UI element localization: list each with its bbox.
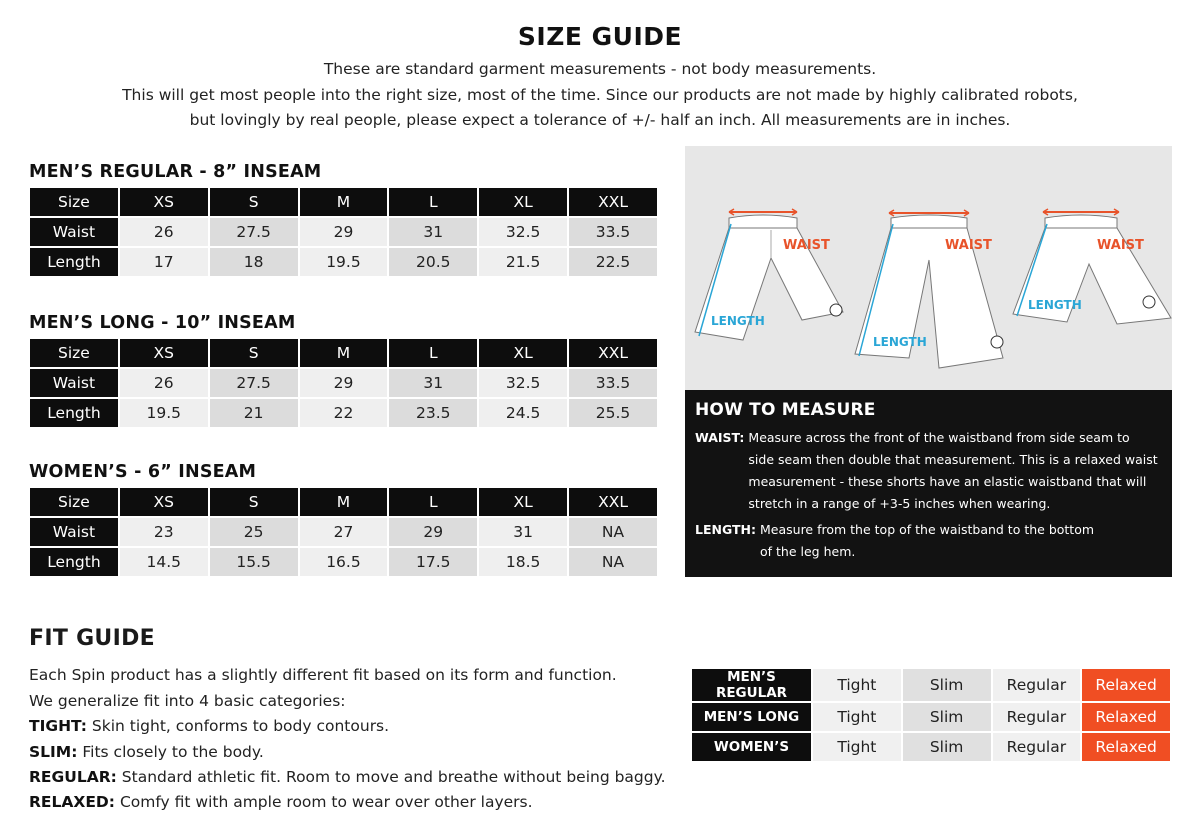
fit-cell-selected: Relaxed (1081, 702, 1171, 732)
table-cell: 31 (388, 368, 478, 398)
table-header-cell: Size (29, 338, 119, 368)
table-header-cell: XXL (568, 487, 658, 517)
mens-regular-size-table (28, 186, 659, 278)
table-header-row (29, 487, 658, 517)
length-instruction (695, 519, 1162, 563)
table-cell: 32.5 (478, 368, 568, 398)
fit-cell: Regular (992, 732, 1082, 762)
table-header-cell: XXL (568, 187, 658, 217)
intro-line-1: These are standard garment measurements - not body measurements. (323, 60, 877, 78)
table-cell: 17 (119, 247, 209, 277)
fit-def-slim (29, 743, 264, 761)
table-cell: 27.5 (209, 368, 299, 398)
row-label: Waist (29, 517, 119, 547)
fit-table (690, 667, 1172, 763)
table-cell: 17.5 (388, 547, 478, 577)
fit-term: RELAXED: (29, 793, 115, 811)
fit-cell-selected: Relaxed (1081, 732, 1171, 762)
table-cell: 31 (478, 517, 568, 547)
fit-term-text: Standard athletic fit. Room to move and breathe without being baggy. (121, 768, 666, 786)
table-header-cell: S (209, 338, 299, 368)
table-row (29, 398, 658, 428)
mens-long-size-table (28, 337, 659, 429)
fit-term-text: Skin tight, conforms to body contours. (91, 717, 390, 735)
table-cell: 23 (119, 517, 209, 547)
fit-intro-2: We generalize fit into 4 basic categories: (29, 692, 346, 710)
fit-term: TIGHT: (29, 717, 87, 735)
table-cell: 19.5 (299, 247, 389, 277)
waist-instruction-label: WAIST: (695, 430, 745, 445)
shorts-figure-regular (695, 209, 843, 340)
table-cell: 29 (388, 517, 478, 547)
mens-regular-heading: MEN’S REGULAR - 8” INSEAM (29, 162, 322, 182)
length-instruction-label: LENGTH: (695, 522, 756, 537)
table-header-row (29, 187, 658, 217)
table-row (29, 547, 658, 577)
table-header-cell: XL (478, 338, 568, 368)
fit-cell: Tight (812, 702, 902, 732)
page-title: SIZE GUIDE (517, 22, 683, 51)
table-cell: 31 (388, 217, 478, 247)
table-header-cell: XS (119, 487, 209, 517)
waist-instruction (695, 427, 1162, 515)
table-header-cell: XS (119, 187, 209, 217)
table-cell: 23.5 (388, 398, 478, 428)
table-header-cell: L (388, 187, 478, 217)
intro-line-2: This will get most people into the right size, most of the time. Since our products are not made by highly calibrated robots, (122, 86, 1078, 104)
fit-term: REGULAR: (29, 768, 117, 786)
table-header-cell: M (299, 487, 389, 517)
row-label: Length (29, 247, 119, 277)
table-cell: 26 (119, 368, 209, 398)
table-cell: 26 (119, 217, 209, 247)
womens-heading: WOMEN’S - 6” INSEAM (29, 462, 257, 482)
table-row (29, 517, 658, 547)
mens-long-heading: MEN’S LONG - 10” INSEAM (29, 313, 296, 333)
how-to-measure-title: HOW TO MEASURE (695, 400, 876, 420)
table-cell: 33.5 (568, 217, 658, 247)
fit-intro-1: Each Spin product has a slightly different fit based on its form and function. (29, 666, 617, 684)
waist-label: WAIST (1097, 238, 1144, 253)
length-label: LENGTH (1028, 298, 1082, 312)
table-cell: 24.5 (478, 398, 568, 428)
length-label: LENGTH (873, 335, 927, 349)
shorts-illustration (685, 146, 1172, 390)
table-row (29, 217, 658, 247)
table-header-cell: Size (29, 487, 119, 517)
table-cell: 19.5 (119, 398, 209, 428)
shorts-figure-long (855, 210, 1003, 368)
fit-term-text: Fits closely to the body. (82, 743, 264, 761)
waist-label: WAIST (945, 238, 992, 253)
table-header-cell: XL (478, 187, 568, 217)
fit-cell: Regular (992, 668, 1082, 702)
table-cell: 29 (299, 368, 389, 398)
fit-def-relaxed (29, 793, 533, 811)
fit-cell: Tight (812, 668, 902, 702)
fit-cell: Tight (812, 732, 902, 762)
table-header-cell: L (388, 338, 478, 368)
table-row (29, 368, 658, 398)
how-to-measure-box (685, 390, 1172, 577)
table-header-row (29, 338, 658, 368)
table-cell: 18 (209, 247, 299, 277)
table-header-cell: M (299, 187, 389, 217)
table-cell: NA (568, 517, 658, 547)
fit-cell-selected: Relaxed (1081, 668, 1171, 702)
row-label: Length (29, 547, 119, 577)
table-cell: 22 (299, 398, 389, 428)
table-header-cell: XL (478, 487, 568, 517)
fit-row-label: WOMEN’S (691, 732, 812, 762)
table-cell: 25 (209, 517, 299, 547)
fit-row-label: MEN’S REGULAR (691, 668, 812, 702)
fit-cell: Slim (902, 732, 992, 762)
table-cell: 20.5 (388, 247, 478, 277)
fit-guide-title: FIT GUIDE (29, 626, 155, 651)
table-cell: 16.5 (299, 547, 389, 577)
row-label: Waist (29, 217, 119, 247)
table-header-cell: Size (29, 187, 119, 217)
table-cell: 21.5 (478, 247, 568, 277)
fit-def-regular (29, 768, 666, 786)
table-header-cell: S (209, 187, 299, 217)
fit-cell: Slim (902, 668, 992, 702)
table-row (691, 702, 1171, 732)
table-row (691, 668, 1171, 702)
table-header-cell: S (209, 487, 299, 517)
shorts-figure-womens (1013, 209, 1171, 324)
table-cell: 25.5 (568, 398, 658, 428)
intro-line-3: but lovingly by real people, please expect a tolerance of +/- half an inch. All measurements are in inches. (189, 111, 1011, 129)
table-cell: 21 (209, 398, 299, 428)
table-cell: 27.5 (209, 217, 299, 247)
table-header-cell: L (388, 487, 478, 517)
fit-cell: Slim (902, 702, 992, 732)
table-cell: 22.5 (568, 247, 658, 277)
table-cell: 29 (299, 217, 389, 247)
table-row (29, 247, 658, 277)
table-cell: 32.5 (478, 217, 568, 247)
fit-term: SLIM: (29, 743, 78, 761)
table-cell: 18.5 (478, 547, 568, 577)
length-instruction-text: Measure from the top of the waistband to the bottom of the leg hem. (760, 522, 1095, 559)
waist-instruction-text: Measure across the front of the waistband from side seam to side seam then double that measurement. This is a relaxed waist measurement - these shorts have an elastic waistband that will stretch in a range of +3-5 inches when wearing. (748, 430, 1158, 511)
table-header-cell: XS (119, 338, 209, 368)
table-cell: 33.5 (568, 368, 658, 398)
fit-row-label: MEN’S LONG (691, 702, 812, 732)
waist-label: WAIST (783, 238, 830, 253)
table-cell: 15.5 (209, 547, 299, 577)
womens-size-table (28, 486, 659, 578)
table-header-cell: M (299, 338, 389, 368)
table-cell: 14.5 (119, 547, 209, 577)
table-cell: NA (568, 547, 658, 577)
length-label: LENGTH (711, 314, 765, 328)
table-header-cell: XXL (568, 338, 658, 368)
table-row (691, 732, 1171, 762)
fit-term-text: Comfy fit with ample room to wear over other layers. (119, 793, 533, 811)
row-label: Length (29, 398, 119, 428)
row-label: Waist (29, 368, 119, 398)
fit-def-tight (29, 717, 389, 735)
table-cell: 27 (299, 517, 389, 547)
fit-cell: Regular (992, 702, 1082, 732)
